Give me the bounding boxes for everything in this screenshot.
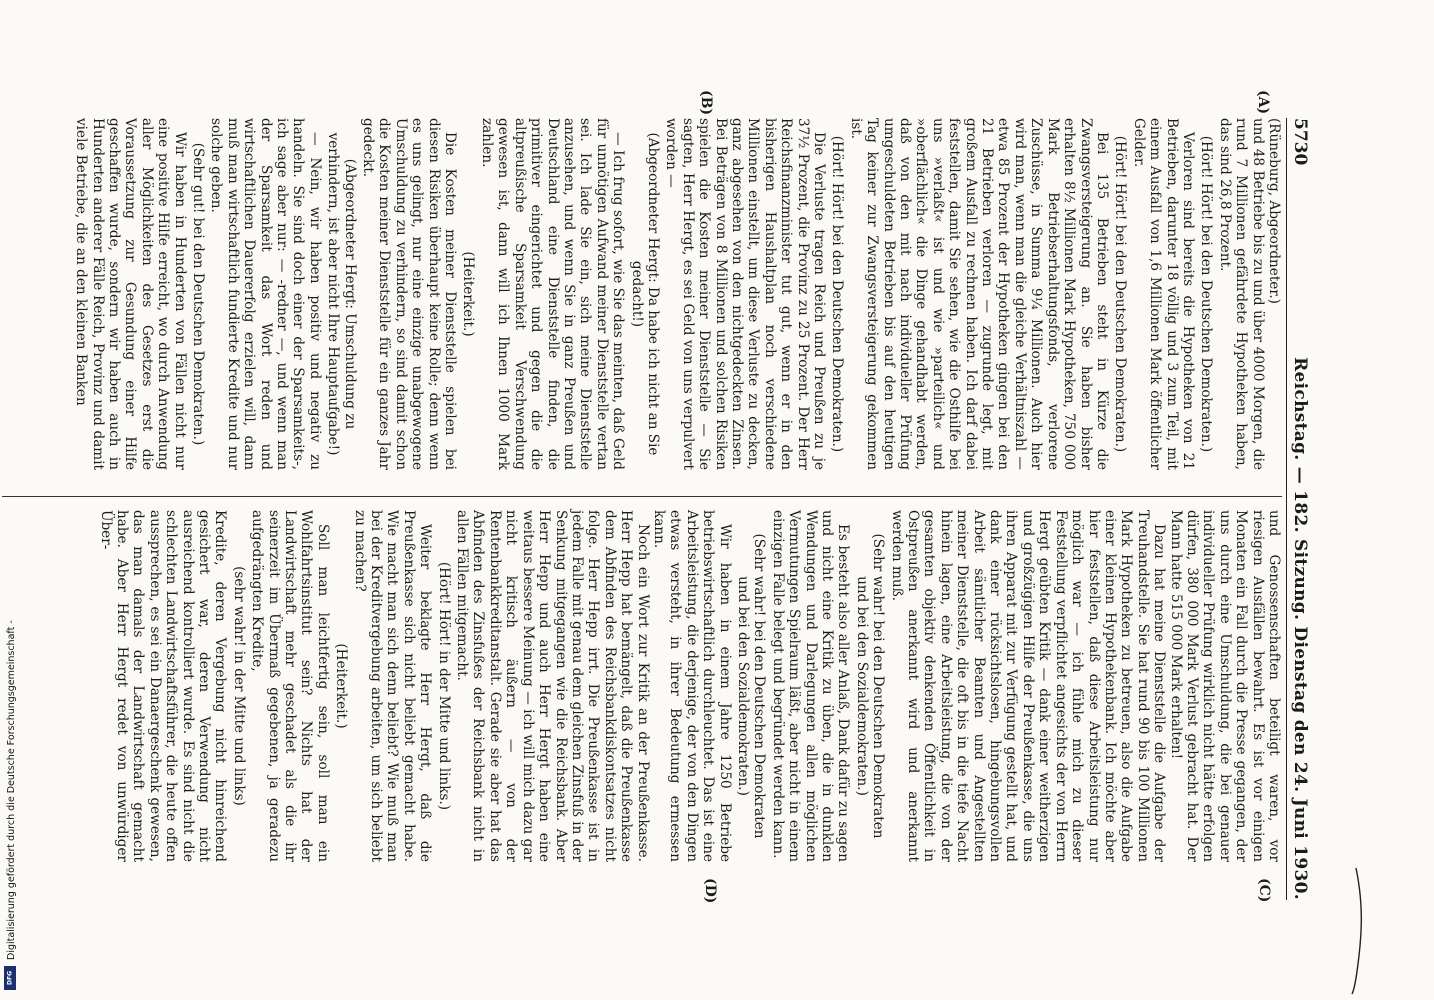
interjection: (Sehr wahr! bei den Deutschen Demokraten und bei den Sozialdemokraten.) xyxy=(853,533,887,839)
interjection: (Hört! Hört! in der Mitte und links.) xyxy=(435,561,452,811)
dfg-logo-icon: DFG xyxy=(4,966,16,990)
interjection: (Hört! Hört! bei den Deutschen Demokraten.) xyxy=(829,135,846,453)
digitization-footer xyxy=(3,0,17,1000)
paragraph: Noch ein Wort zur Kritik an der Preußenkasse. Herr Hepp hat bemängelt, daß die Preußenkasse dem Abfinden des Reichsbankdiskontsatzes nicht folge. Herr Hepp irrt. Die Preußenkasse ist in jedem Falle mit genau dem gleichen Zinsfuß in der Senkung mitgegangen wie die Reichsbank. Aber Herr Hepp und auch Herr Hergt haben eine weitaus bessere Meinung — ich will mich dazu gar nicht kritisch äußern — von der Rentenbankkreditanstalt. Gerade sie aber hat das Abfinden des Zinsfußes der Reichsbank nicht in allen Fällen mitgemacht. xyxy=(454,510,651,862)
paragraph: Die Kosten meiner Dienststelle spielen bei diesen Risiken überhaupt keine Rolle; denn wenn es uns gelingt, nur eine einzige unabgewogene Umschuldung zu verhindern, so sind damit schon die Kosten meiner Dienststelle für ein ganzes Jahr gedeckt. xyxy=(360,118,459,470)
paragraph: — Nein, wir haben positiv und negativ zu handeln. Sie sind doch einer der Sparsamkeits-, ich sage aber nur: — -redner —, und wenn man der Sparsamkeit das Wort reden und wirtschaftlichen Dauererfolg erzielen will, dann muß man wirtschaftlich fundierte Kredite und nur solche geben. xyxy=(208,118,323,470)
margin-mark-c: (C) xyxy=(1256,878,1272,903)
paragraph: — Ich frug sofort, wie Sie das meinten, daß Geld für unnötigen Aufwand meiner Dienststelle vertan sei. Ich lade Sie ein, sich meine Dienststelle anzusehen, und wenn Sie in ganz Preußen und Deutschland eine Dienststelle finden, die primitiver eingerichtet und gegen die die altpreußische Sparsamkeit Verschwendung gewesen ist, dann will ich Ihnen 1000 Mark zahlen. xyxy=(478,118,627,470)
margin-mark-a: (A) xyxy=(1255,90,1271,115)
paragraph: Verloren sind bereits die Hypotheken von 21 Betrieben, darunter 18 völlig und 3 zum Teil, mit einem Ausfall von 1,6 Millionen Mark öffentlicher Gelder. xyxy=(1130,118,1196,470)
page-title: Reichstag. — 182. Sitzung. Dienstag den 24. Juni 1930. xyxy=(1290,357,1310,900)
paragraph: Die Verluste tragen Reich und Preußen zu je 37½ Prozent, die Provinz zu 25 Prozent. Der Herr Reichsfinanzminister tut gut, wenn er in den bisherigen Haushaltplan noch verschiedene Millionen einstellt, um diese Verluste zu decken, ganz abgesehen von den nichtgedeckten Zinsen. Bei Beträgen von 8 Millionen und solchen Risiken spielen die Kosten meiner Dienststelle — Sie sagten, Herr Hergt, es sei Geld von uns verpulvert worden — xyxy=(663,118,828,470)
paragraph: Wir haben in einem Jahre 1250 Betriebe betriebswirtschaftlich durchleuchtet. Das ist eine Arbeitsleistung, die derjenige, der von den Dingen etwas versteht, in ihrer Bedeutung ermessen kann. xyxy=(650,510,733,862)
margin-mark-b: (B) xyxy=(698,90,714,116)
paragraph: und 48 Betriebe bis zu und über 4000 Morgen, die rund 7 Millionen gefährdete Hypotheken haben, das sind 26,8 Prozent. xyxy=(1216,118,1266,470)
margin-mark-d: (D) xyxy=(702,878,718,904)
paragraph: Soll man leichtfertig sein, soll man ein Wohlfahrtsinstitut sein? Nichts hat der Landwirtschaft mehr geschadet als die ihr seinerzeit im Übermaß gegebenen, ja geradezu aufgedrängten Kredite, xyxy=(249,510,331,862)
interjection: (Heiterkeit.) xyxy=(460,251,477,337)
paragraph: Weiter beklagte Herr Hergt, daß die Preußenkasse sich nicht beliebt gemacht habe. Wie macht man sich denn beliebt? Wie muß man bei der Kreditvergebung arbeiten, um sich beliebt zu machen? xyxy=(351,510,434,862)
interjection: (sehr wahr! in der Mitte und links) xyxy=(230,566,247,806)
left-column xyxy=(73,118,1282,470)
paragraph: Kredite, deren Vergebung nicht hinreichend gesichert war, deren Verwendung nicht ausreichend kontrolliert wurde. Es sind nicht die schlechten Landwirtschaftsführer, die heute offen aussprechen, es sei ein Danaergeschenk gewesen, das man damals der Landwirtschaft gemacht habe. Aber Herr Hergt redet von unwürdiger Über- xyxy=(97,510,229,862)
paragraph: und Genossenschaften beteiligt waren, vor riesigen Ausfällen bewahrt. Es ist vor einigen Monaten ein Fall durch die Presse gegangen, der uns durch eine Umschuldung, die bei genauer individueller Prüfung wirklich nicht hätte erfolgen dürfen, 380 000 Mark Verlust gebracht hat. Der Mann hatte 515 000 Mark erhalten! xyxy=(1167,510,1282,862)
paragraph: Es besteht also aller Anlaß, Dank dafür zu sagen und nicht eine Kritik zu üben, die in dunklen Wendungen und Darlegungen allen möglichen Vermutungen Spielraum läßt, aber nicht in einem einzigen Falle belegt und begründet werden kann. xyxy=(769,510,852,862)
page-number: 5730 xyxy=(1290,118,1310,166)
paragraph: Bei 135 Betrieben steht in Kürze die Zwangsversteigerung an. Sie haben bisher erhalten 8½ Millionen Mark Hypotheken, 750 000 Mark Betriebserhaltungsfonds, verlorene Zuschüsse, in Summa 9¼ Millionen. Auch hier wird man, wenn man die gleiche Verhältniszahl — etwa 85 Prozent der Hypotheken gingen bei den 21 Betrieben verloren — zugrunde legt, mit großem Ausfall zu rechnen haben. Ich darf dabei feststellen, damit Sie sehen, wie die Osthilfe bei uns »verlaßt« ist und wie »parteilich« und »oberflächlich« die Dinge gehandhabt werden, daß von den mit nach individueller Prüfung umgeschuldeten Betrieben bis auf den heutigen Tag keiner zur Zwangsversteigerung gekommen ist. xyxy=(847,118,1110,470)
interjection: (Abgeordneter Hergt: Da habe ich nicht an Sie gedacht!) xyxy=(628,132,661,456)
interjection: (Hört! Hört! bei den Deutschen Demokraten.) xyxy=(1112,135,1129,453)
footer-text: Digitalisierung gefördert durch die Deutsche Forschungsgemeinschaft - xyxy=(6,620,17,960)
interjection: (Heiterkeit.) xyxy=(333,643,350,729)
paragraph: Wir haben in Hunderten von Fällen nicht nur eine positive Hilfe erreicht, wo durch Anwendung aller Möglichkeiten des Gesetzes erst die Voraussetzung zur Gesundung einer Hilfe geschaffen wurde, sondern wir haben auch in Hunderten anderer Fälle Reich, Provinz und damit viele Betriebe, die an den kleinen Banken xyxy=(73,118,188,470)
column-divider xyxy=(2,496,1282,497)
interjection: (Abgeordneter Hergt: Umschuldung zu verhindern, ist aber nicht Ihre Hauptaufgabe!) xyxy=(325,132,358,456)
page-header xyxy=(1286,118,1316,900)
paragraph: (Rüneburg, Abgeordneter.) xyxy=(1266,118,1282,304)
right-column xyxy=(97,510,1282,862)
paragraph: Dazu hat meine Dienststelle die Aufgabe der Treuhandstelle. Sie hat rund 90 bis 100 Millionen Mark Hypotheken zu betreuen, also die Aufgabe einer kleinen Hypothekenbank. Ich möchte aber hier feststellen, daß diese Arbeitsleistung nur möglich war — ich fühle mich zu dieser Feststellung verpflichtet angesichts der von Herrn Hergt geübten Kritik — dank einer weitherzigen und großzügigen Hilfe der Preußenkasse, die uns ihren Apparat mit zur Verfügung gestellt hat, und dank einer rücksichtslosen, hingebungsvollen Arbeit sämtlicher Beamten und Angestellten meiner Dienststelle, die oft bis in die tiefe Nacht hinein lagen, eine Arbeitsleistung, die von der gesamten objektiv denkenden Öffentlichkeit in Ostpreußen anerkannt wird und anerkannt werden muß. xyxy=(888,510,1168,862)
page-content xyxy=(0,90,1434,904)
interjection: (Hört! Hört! bei den Deutschen Demokraten.) xyxy=(1198,135,1215,453)
interjection: (Sehr gut! bei den Deutschen Demokraten.) xyxy=(190,142,206,446)
interjection: (Sehr wahr! bei den Deutschen Demokraten und bei den Sozialdemokraten.) xyxy=(735,533,768,839)
